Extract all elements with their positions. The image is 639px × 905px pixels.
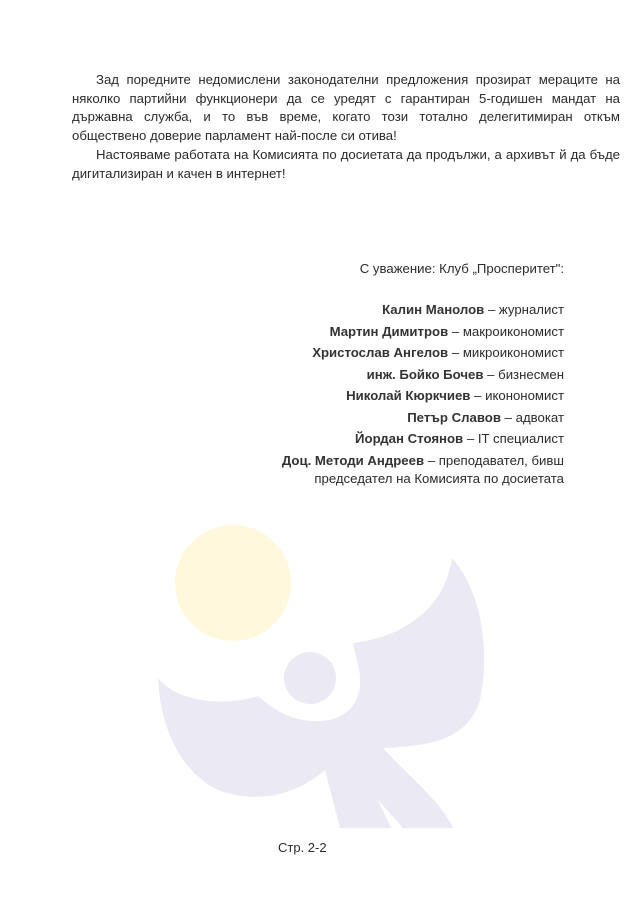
signatory <box>282 342 564 364</box>
signatory <box>282 407 564 429</box>
signatory-role-continued: председател на Комисията по досиетата <box>314 471 564 486</box>
signatory-name: Петър Славов <box>407 409 501 425</box>
signatory-name: Мартин Димитров <box>329 323 449 339</box>
signatory-name: Христослав Ангелов <box>312 345 449 360</box>
signatory-name: Калин Манолов <box>382 302 485 317</box>
signatory-name: Николай Кюркчиев <box>346 388 471 403</box>
signatory <box>282 428 564 450</box>
signatory-role: – бизнесмен <box>487 366 564 382</box>
watermark-sun <box>175 525 291 641</box>
signatory-name: Йордан Стоянов <box>355 431 464 446</box>
paragraph-2: Настояваме работата на Комисията по досиетата да продължи, а архивът й да бъде дигитализиран и качен в интернет! <box>72 147 620 181</box>
signatory <box>282 299 564 321</box>
signature-greeting: С уважение: Клуб „Просперитет": <box>359 261 564 276</box>
watermark-head <box>284 652 336 704</box>
signatory <box>282 321 564 343</box>
signatory-role: – макроикономист <box>451 323 564 339</box>
page-number: Стр. 2-2 <box>278 840 327 855</box>
signatory-role: – IT специалист <box>466 431 564 446</box>
signatory-name: инж. Бойко Бочев <box>366 366 484 382</box>
signatory-name: Доц. Методи Андреев <box>281 452 425 468</box>
signatory-role: – микроикономист <box>451 345 564 360</box>
signatory <box>282 364 564 386</box>
signatory-list <box>282 299 564 487</box>
paragraph-1: Зад поредните недомислени законодателни предложения прозират мераците на няколко партийни функционери да се уредят с гарантиран 5-годишен мандат на държавна служба, и то във време, когато този тотално делегитимиран откъм обществено доверие парламент най-после си отива! <box>72 72 620 143</box>
signatory <box>282 450 564 472</box>
signatory-role: – адвокат <box>504 409 564 425</box>
signatory-role: – иконономист <box>474 388 564 403</box>
signatory-role: – преподавател, бивш <box>427 452 564 468</box>
signatory <box>282 385 564 407</box>
signatory-role: – журналист <box>487 302 564 317</box>
